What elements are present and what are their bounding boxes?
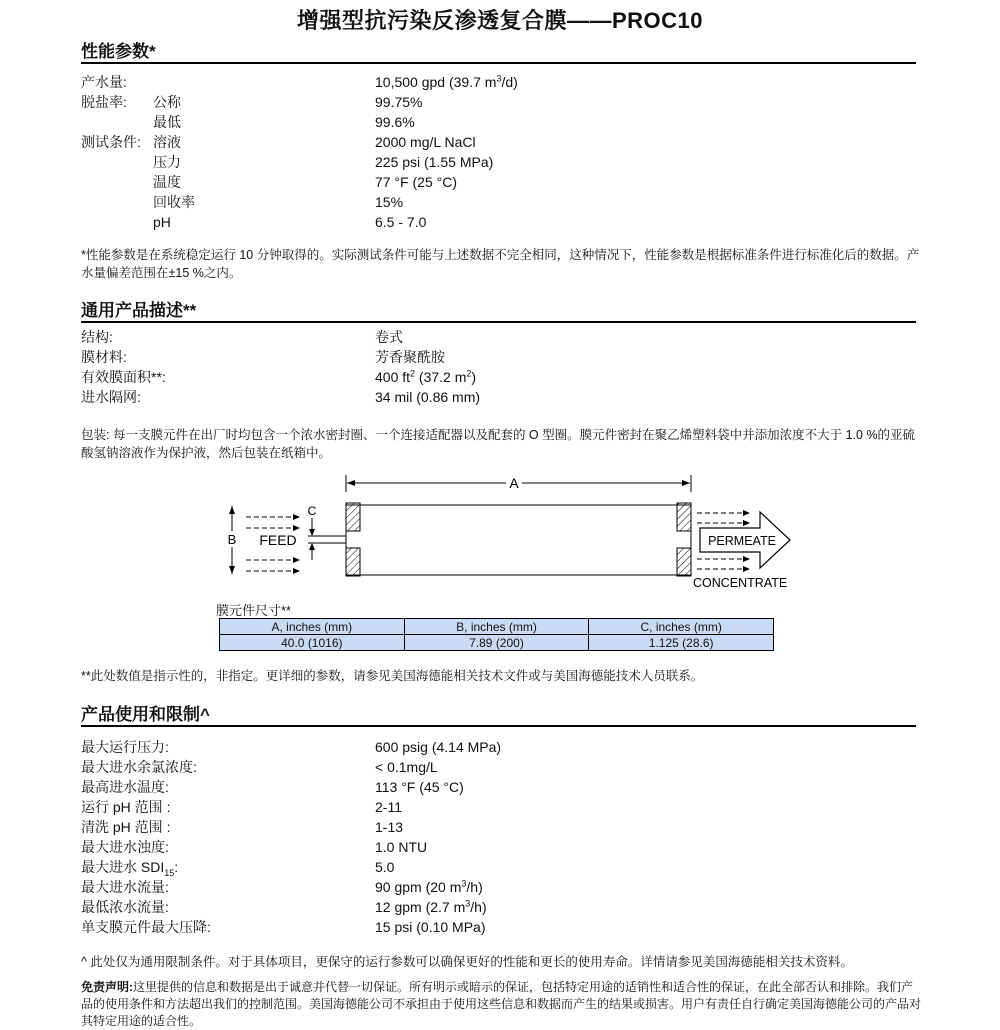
dimensions-header-a: A, inches (mm): [220, 619, 405, 635]
limits-note: ^ 此处仅为通用限制条件。对于具体项目，更保守的运行参数可以确保更好的性能和更长的使用寿命。详情请参见美国海德能相关技术资料。: [81, 955, 853, 969]
row-value: 2000 mg/L NaCl: [375, 134, 476, 150]
label-c: C: [307, 504, 317, 518]
dimension-c-arrow-top: [309, 529, 315, 536]
general-row: [81, 347, 916, 367]
element-dimension-diagram: [210, 470, 810, 595]
performance-note: *性能参数是在系统稳定运行 10 分钟取得的。实际测试条件可能与上述数据不完全相同，这种情况下，性能参数是根据标准条件进行标准化后的数据。产水量偏差范围在±15 %之内。: [81, 248, 920, 280]
row-key: 最大运行压力:: [81, 739, 169, 755]
row-value: 1.0 NTU: [375, 839, 428, 855]
dimensions-caption: 膜元件尺寸**: [216, 603, 292, 618]
row-subkey: 最低: [153, 114, 181, 130]
row-key: 运行 pH 范围 :: [81, 799, 171, 815]
dimensions-header-c: C, inches (mm): [589, 619, 774, 635]
limits-heading: 产品使用和限制^: [81, 705, 916, 727]
dimensions-header-row: [220, 619, 774, 635]
row-subkey: 回收率: [153, 194, 195, 210]
feed-label: FEED: [259, 532, 297, 548]
limits-row: [81, 817, 916, 837]
performance-row: [81, 72, 916, 92]
limits-row: [81, 797, 916, 817]
dimensions-header-b: B, inches (mm): [404, 619, 589, 635]
packaging-note: 包装: 每一支膜元件在出厂时均包含一个浓水密封圈、一个连接适配器以及配套的 O 型圈。膜元件密封在聚乙烯塑料袋中并添加浓度不大于 1.0 %的亚硫酸氢钠溶液作为保护液，然后包装在纸箱中。: [81, 428, 916, 460]
dimension-a-arrow-right: [682, 480, 690, 486]
performance-row: [81, 212, 916, 232]
row-key: 最大进水 $SDI_{15}$:: [81, 859, 179, 878]
general-row: [81, 387, 916, 407]
row-key: 结构:: [81, 329, 113, 345]
limits-row: [81, 897, 916, 917]
dimensions-value-b: 7.89 (200): [404, 635, 589, 651]
row-key: 进水隔网:: [81, 389, 141, 405]
performance-row: [81, 192, 916, 212]
row-value: 77 °F (25 °C): [375, 174, 457, 190]
end-cap-right-bottom: [677, 548, 691, 576]
row-value: 99.75%: [375, 94, 423, 110]
dimensions-table: [219, 618, 774, 651]
dimension-b-arrow-top: [229, 506, 235, 514]
row-key: 有效膜面积**:: [81, 369, 166, 385]
row-value: 15 psi (0.10 MPa): [375, 919, 486, 935]
general-table: [81, 327, 916, 407]
row-value: 34 mil (0.86 mm): [375, 389, 481, 405]
row-key: 最大进水余氯浓度:: [81, 759, 197, 775]
row-value: 15%: [375, 194, 404, 210]
performance-row: [81, 172, 916, 192]
dimension-b-arrow-bottom: [229, 566, 235, 574]
row-value: 600 psig (4.14 MPa): [375, 739, 502, 755]
end-cap-left-bottom: [346, 548, 360, 576]
row-key: 清洗 pH 范围 :: [81, 819, 171, 835]
limits-row: [81, 857, 916, 877]
row-key: 产水量:: [81, 74, 127, 90]
row-value: 1-13: [375, 819, 404, 835]
disclaimer: [81, 979, 921, 1030]
concentrate-label: CONCENTRATE: [693, 576, 788, 590]
row-value: 芳香聚酰胺: [375, 349, 445, 365]
row-key: 膜材料:: [81, 349, 127, 365]
dimensions-value-row: [220, 635, 774, 651]
row-value: 2-11: [375, 799, 402, 815]
limits-row: [81, 757, 916, 777]
performance-row: [81, 132, 916, 152]
row-key: 脱盐率:: [81, 94, 127, 110]
general-row: [81, 327, 916, 347]
general-heading: 通用产品描述**: [81, 301, 916, 323]
row-key: 最低浓水流量:: [81, 899, 169, 915]
disclaimer-text: 这里提供的信息和数据是出于诚意并代替一切保证。所有明示或暗示的保证，包括特定用途的适销性和适合性的保证，在此全部否认和排除。我们产品的使用条件和方法超出我们的控制范围。美国海德能公司不承担由于使用这些信息和数据而产生的结果或损害。用户有责任自行确定美国海德能公司的产品对其特定用途的适合性。: [81, 980, 922, 1028]
performance-row: [81, 92, 916, 112]
row-key: 最大进水流量:: [81, 879, 169, 895]
end-cap-right-top: [677, 503, 691, 531]
end-cap-left-top: [346, 503, 360, 531]
row-value: 400 $ft^2$ (37.2 $m^2$): [375, 368, 477, 385]
label-a: A: [509, 475, 519, 491]
row-value: 113 °F (45 °C): [375, 779, 464, 795]
row-value: 卷式: [375, 329, 403, 345]
performance-row: [81, 112, 916, 132]
dimensions-value-a: 40.0 (1016): [220, 635, 405, 651]
performance-row: [81, 152, 916, 172]
row-value: 6.5 - 7.0: [375, 214, 427, 230]
performance-table: [81, 72, 916, 232]
row-subkey: 压力: [153, 154, 181, 170]
limits-table: [81, 737, 916, 937]
row-key: 单支膜元件最大压降:: [81, 919, 211, 935]
row-value: 12 gpm (2.7 $m^3/h$): [375, 898, 487, 915]
limits-row: [81, 877, 916, 897]
limits-row: [81, 917, 916, 937]
limits-row: [81, 777, 916, 797]
row-value: 5.0: [375, 859, 395, 875]
label-b: B: [227, 532, 237, 547]
row-value: < 0.1mg/L: [375, 759, 438, 775]
dimensions-note: **此处数值是指示性的，非指定。更详细的参数，请参见美国海德能相关技术文件或与美国海德能技术人员联系。: [81, 669, 704, 683]
limits-row: [81, 837, 916, 857]
performance-heading: 性能参数*: [81, 42, 916, 64]
row-value: 90 gpm (20 $m^3/h$): [375, 878, 483, 895]
row-subkey: pH: [153, 214, 171, 230]
dimensions-value-c: 1.125 (28.6): [589, 635, 774, 651]
permeate-label: PERMEATE: [708, 534, 776, 548]
row-key: 测试条件:: [81, 134, 141, 150]
dimension-a-arrow-left: [347, 480, 355, 486]
row-subkey: 温度: [153, 174, 181, 190]
limits-row: [81, 737, 916, 757]
row-value: 10,500 gpd (39.7 $m^3/d$): [375, 73, 518, 90]
general-row: [81, 367, 916, 387]
disclaimer-label: 免责声明:: [81, 980, 133, 994]
page-title: 增强型抗污染反渗透复合膜——PROC10: [296, 8, 704, 33]
row-value: 225 psi (1.55 MPa): [375, 154, 494, 170]
dimension-c-arrow-bottom: [309, 543, 315, 550]
row-value: 99.6%: [375, 114, 415, 130]
membrane-element-body: [346, 505, 691, 575]
row-key: 最大进水浊度:: [81, 839, 169, 855]
row-subkey: 公称: [153, 94, 181, 110]
row-key: 最高进水温度:: [81, 779, 169, 795]
row-subkey: 溶液: [153, 134, 181, 150]
